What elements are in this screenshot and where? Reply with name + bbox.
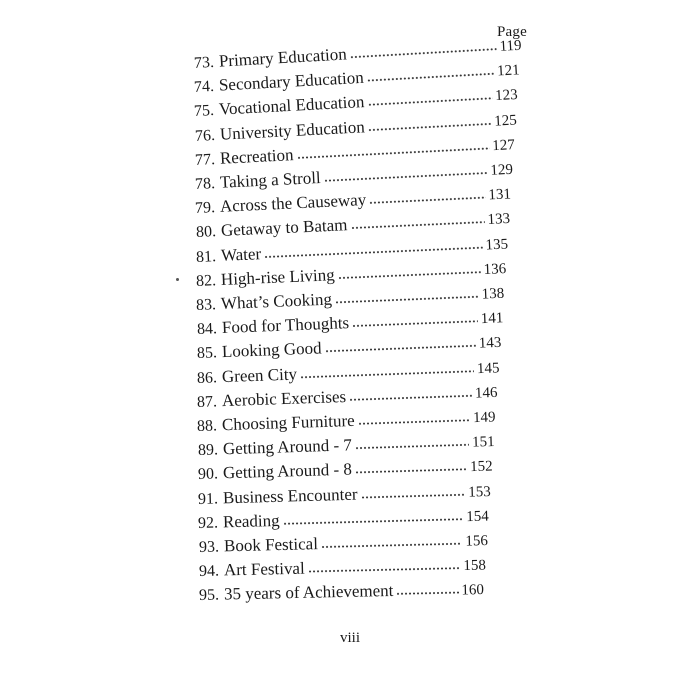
- entry-number: 95.: [198, 586, 220, 605]
- stray-ink-mark: [176, 278, 179, 281]
- dot-leader: [358, 418, 471, 426]
- entry-number: 74.: [193, 78, 215, 97]
- page-number-folio: viii: [339, 630, 360, 646]
- entry-page-number: 143: [478, 335, 502, 353]
- entry-title: Art Festival: [223, 558, 305, 580]
- entry-number: 86.: [196, 368, 218, 387]
- entry-title: Green City: [221, 364, 298, 386]
- entry-title: Getting Around - 8: [222, 459, 352, 483]
- entry-title: Book Festical: [223, 534, 318, 556]
- entry-number: 87.: [196, 393, 218, 411]
- entry-title: Primary Education: [218, 44, 348, 71]
- entry-number: 88.: [197, 417, 218, 435]
- entry-number: 94.: [198, 562, 219, 581]
- dot-leader: [335, 295, 479, 305]
- entry-number: 77.: [194, 150, 216, 169]
- entry-title: Looking Good: [221, 338, 322, 362]
- entry-number: 83.: [195, 296, 217, 314]
- dot-leader: [320, 542, 461, 549]
- page-column-heading: Page: [497, 24, 527, 40]
- entry-page-number: 133: [486, 211, 510, 229]
- dot-leader: [352, 319, 478, 328]
- entry-page-number: 145: [476, 359, 500, 377]
- entry-page-number: 129: [490, 161, 514, 179]
- entry-number: 90.: [197, 465, 219, 484]
- entry-page-number: 154: [466, 508, 490, 525]
- dot-leader: [368, 97, 493, 108]
- entry-title: Across the Causeway: [219, 190, 367, 217]
- entry-title: Aerobic Exercises: [221, 386, 347, 410]
- entry-number: 93.: [198, 538, 219, 556]
- entry-number: 78.: [194, 175, 216, 193]
- entry-number: 79.: [194, 199, 216, 218]
- dot-leader: [350, 47, 497, 59]
- dot-leader: [338, 270, 481, 280]
- dot-leader: [355, 468, 467, 475]
- entry-page-number: 135: [485, 236, 509, 254]
- entry-title: University Education: [219, 116, 365, 144]
- entry-page-number: 138: [481, 285, 505, 303]
- dot-leader: [349, 394, 472, 402]
- entry-page-number: 149: [473, 409, 497, 427]
- entry-number: 85.: [196, 344, 218, 363]
- entry-title: Recreation: [219, 144, 294, 168]
- entry-title: Vocational Education: [218, 92, 366, 120]
- entry-number: 89.: [197, 441, 218, 460]
- entry-page-number: 158: [462, 557, 486, 575]
- entry-number: 82.: [195, 271, 217, 290]
- entry-title: High-rise Living: [220, 265, 336, 289]
- entry-title: Water: [220, 243, 262, 265]
- entry-number: 81.: [195, 247, 217, 266]
- dot-leader: [283, 517, 464, 526]
- dot-leader: [370, 196, 486, 205]
- entry-number: 76.: [194, 126, 216, 145]
- entry-page-number: 121: [496, 62, 521, 80]
- entry-page-number: 152: [469, 458, 493, 476]
- entry-page-number: 131: [488, 186, 512, 204]
- entry-number: 84.: [196, 320, 217, 339]
- dot-leader: [367, 121, 491, 131]
- dot-leader: [354, 443, 468, 450]
- entry-title: Getting Around - 7: [222, 435, 352, 459]
- entry-number: 80.: [195, 223, 216, 242]
- toc-entry: [199, 578, 484, 606]
- dot-leader: [324, 344, 475, 354]
- dot-leader: [300, 369, 474, 379]
- entry-title: 35 years of Achievement: [223, 581, 394, 604]
- entry-title: Food for Thoughts: [221, 313, 349, 338]
- entry-title: Taking a Stroll: [219, 167, 322, 192]
- entry-page-number: 119: [499, 37, 522, 55]
- dot-leader: [296, 146, 489, 160]
- entry-page-number: 153: [468, 483, 492, 501]
- dot-leader: [396, 591, 458, 596]
- entry-title: What’s Cooking: [220, 289, 333, 313]
- entry-page-number: 123: [495, 87, 519, 105]
- entry-page-number: 125: [493, 112, 517, 130]
- dot-leader: [367, 72, 495, 83]
- entry-page-number: 156: [464, 533, 488, 550]
- entry-page-number: 136: [483, 260, 507, 278]
- dot-leader: [308, 566, 461, 573]
- dot-leader: [361, 492, 466, 499]
- entry-title: Secondary Education: [218, 67, 365, 95]
- entry-page-number: 151: [471, 434, 495, 451]
- entry-title: Reading: [223, 510, 281, 532]
- dot-leader: [350, 220, 484, 230]
- entry-number: 73.: [193, 53, 215, 72]
- entry-page-number: 146: [474, 384, 498, 402]
- entry-number: 92.: [198, 514, 219, 532]
- entry-number: 75.: [194, 102, 215, 121]
- entry-title: Business Encounter: [222, 484, 358, 507]
- dot-leader: [324, 171, 488, 183]
- entry-number: 91.: [197, 490, 219, 508]
- entry-page-number: 141: [480, 310, 504, 328]
- entry-page-number: 160: [461, 582, 485, 599]
- entry-title: Choosing Furniture: [222, 410, 356, 435]
- entry-page-number: 127: [491, 136, 516, 155]
- dot-leader: [264, 245, 483, 258]
- entry-title: Getaway to Batam: [220, 215, 348, 241]
